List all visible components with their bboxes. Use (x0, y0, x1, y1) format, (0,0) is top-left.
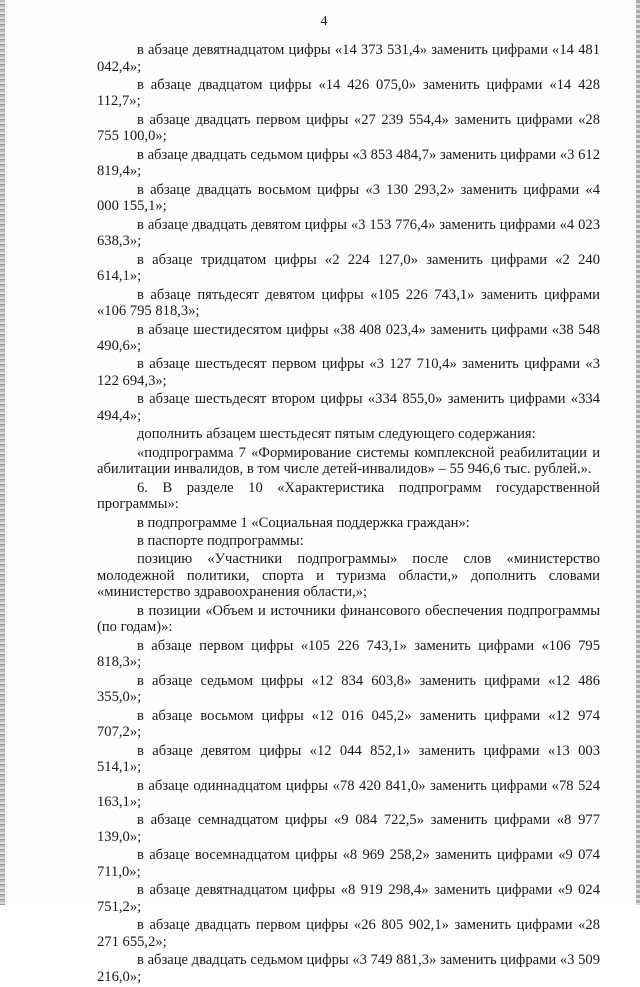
paragraph-funding-27: в абзаце двадцать седьмом цифры «3 749 881,3» заменить цифрами «3 509 216,0»; (97, 952, 600, 985)
paragraph-amend-62: в абзаце шестьдесят втором цифры «334 855,0» заменить цифрами «334 494,4»; (97, 391, 600, 424)
paragraph-funding-21: в абзаце двадцать первом цифры «26 805 902,1» заменить цифрами «28 271 655,2»; (97, 917, 600, 950)
paragraph-participants: позицию «Участники подпрограммы» после слов «министерство молодежной политики, спорта и туризма области,» дополнить словами «министерство здравоохранения области,»; (97, 551, 600, 601)
paragraph-funding-11: в абзаце одиннадцатом цифры «78 420 841,0» заменить цифрами «78 524 163,1»; (97, 777, 600, 811)
paragraph-amend-21: в абзаце двадцать первом цифры «27 239 554,4» заменить цифрами «28 755 100,0»; (97, 111, 600, 145)
paragraph-funding-17: в абзаце семнадцатом цифры «9 084 722,5» заменить цифрами «8 977 139,0»; (97, 812, 600, 846)
paragraph-amend-60: в абзаце шестидесятом цифры «38 408 023,4» заменить цифрами «38 548 490,6»; (97, 321, 600, 355)
paragraph-amend-29: в абзаце двадцать девятом цифры «3 153 776,4» заменить цифрами «4 023 638,3»; (97, 216, 600, 250)
paragraph-amend-61: в абзаце шестьдесят первом цифры «3 127 710,4» заменить цифрами «3 122 694,3»; (97, 356, 600, 389)
paragraph-passport: в паспорте подпрограммы: (137, 532, 304, 549)
paragraph-section-10: 6. В разделе 10 «Характеристика подпрограмм государственной программы»: (97, 479, 600, 513)
scan-edge-right (636, 0, 640, 905)
paragraph-funding-8: в абзаце восьмом цифры «12 016 045,2» заменить цифрами «12 974 707,2»; (97, 707, 600, 741)
paragraph-funding-1: в абзаце первом цифры «105 226 743,1» заменить цифрами «106 795 818,3»; (97, 637, 600, 671)
paragraph-funding-9: в абзаце девятом цифры «12 044 852,1» заменить цифрами «13 003 514,1»; (97, 742, 600, 776)
paragraph-amend-20: в абзаце двадцатом цифры «14 426 075,0» заменить цифрами «14 428 112,7»; (97, 76, 600, 110)
paragraph-funding-position: в позиции «Объем и источники финансового обеспечения подпрограммы (по годам)»: (97, 602, 600, 636)
paragraph-amend-59: в абзаце пятьдесят девятом цифры «105 226 743,1» заменить цифрами «106 795 818,3»; (97, 286, 600, 320)
paragraph-funding-18: в абзаце восемнадцатом цифры «8 969 258,2» заменить цифрами «9 074 711,0»; (97, 847, 600, 880)
paragraph-amend-30: в абзаце тридцатом цифры «2 224 127,0» заменить цифрами «2 240 614,1»; (97, 251, 600, 285)
paragraph-funding-19: в абзаце девятнадцатом цифры «8 919 298,4» заменить цифрами «9 024 751,2»; (97, 882, 600, 915)
paragraph-amend-27: в абзаце двадцать седьмом цифры «3 853 484,7» заменить цифрами «3 612 819,4»; (97, 146, 600, 180)
paragraph-subprogram-1: в подпрограмме 1 «Социальная поддержка граждан»: (137, 514, 470, 531)
paragraph-add-65: дополнить абзацем шестьдесят пятым следующего содержания: (137, 426, 536, 443)
document-body (97, 42, 600, 987)
paragraph-funding-7: в абзаце седьмом цифры «12 834 603,8» заменить цифрами «12 486 355,0»; (97, 672, 600, 706)
scan-edge-left (0, 0, 5, 905)
paragraph-subprogram-7: «подпрограмма 7 «Формирование системы комплексной реабилитации и абилитации инвалидов, в том числе детей-инвалидов» – 55 946,6 тыс. рублей.». (97, 444, 600, 478)
paragraph-amend-19: в абзаце девятнадцатом цифры «14 373 531,4» заменить цифрами «14 481 042,4»; (97, 42, 600, 75)
page-number: 4 (320, 14, 328, 29)
paragraph-amend-28: в абзаце двадцать восьмом цифры «3 130 293,2» заменить цифрами «4 000 155,1»; (97, 181, 600, 215)
